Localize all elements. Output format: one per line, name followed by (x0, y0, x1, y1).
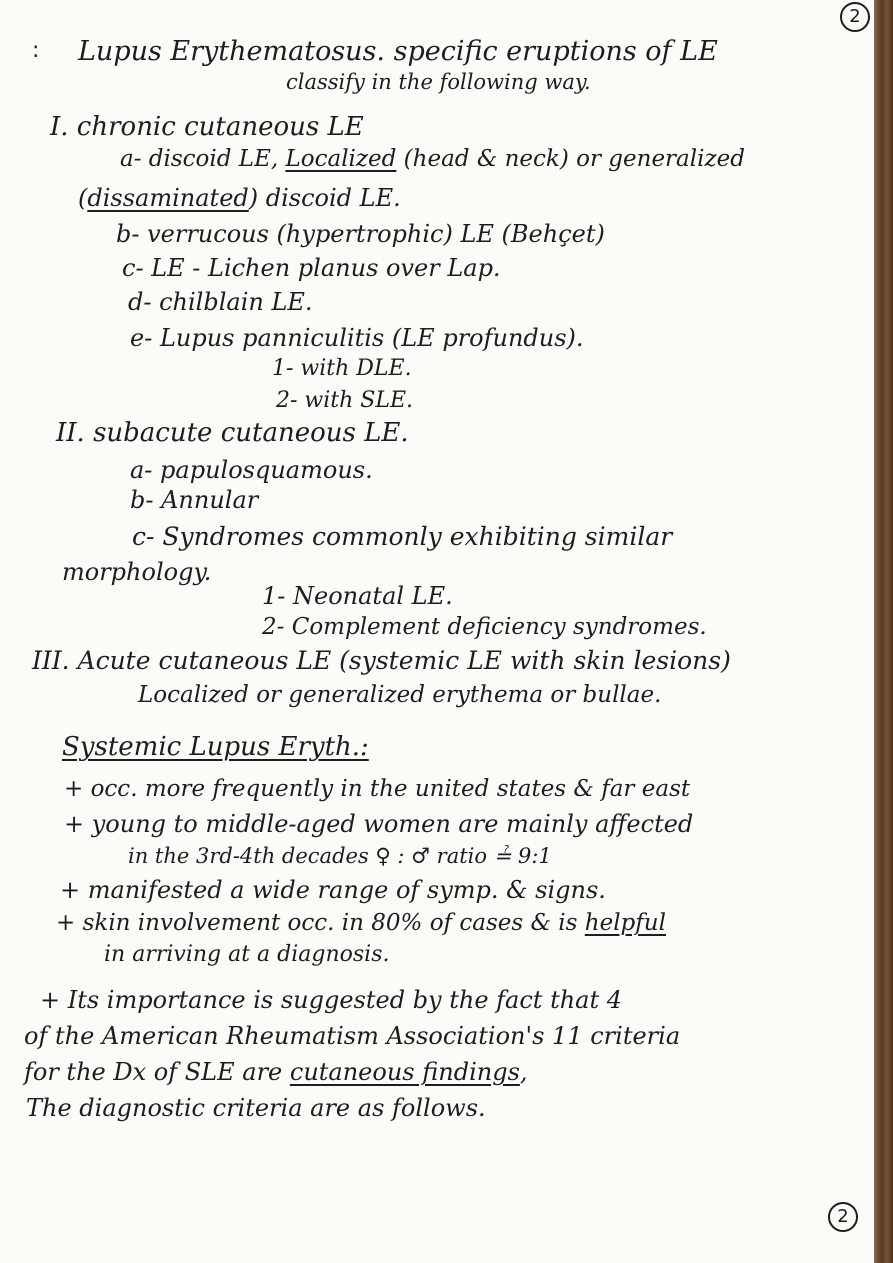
page-number-bottom: 2 (828, 1202, 858, 1232)
sle-point-2: + young to middle-aged women are mainly affected (64, 810, 694, 838)
section-2-item-b: b- Annular (130, 486, 259, 514)
section-3-heading: III. Acute cutaneous LE (systemic LE with skin lesions) (32, 646, 731, 675)
section-2-item-c-cont: morphology. (62, 558, 212, 586)
title-line-2: classify in the following way. (286, 70, 591, 94)
section-1-item-b: b- verrucous (hypertrophic) LE (Behçet) (116, 220, 605, 248)
title-line-1: Lupus Erythematosus. specific eruptions of LE (78, 36, 718, 67)
section-3-detail: Localized or generalized erythema or bullae. (138, 682, 662, 708)
page-number-top: 2 (840, 2, 870, 32)
margin-mark: : (32, 38, 40, 63)
section-1-item-a-cont: (dissaminated) discoid LE. (78, 184, 401, 212)
sle-point-5-cont-2: for the Dx of SLE are cutaneous findings, (24, 1058, 528, 1086)
section-2-heading: II. subacute cutaneous LE. (56, 418, 409, 448)
sle-point-1: + occ. more frequently in the united states & far east (64, 776, 691, 802)
section-2-item-c2: 2- Complement deficiency syndromes. (262, 614, 707, 640)
section-1-item-e2: 2- with SLE. (276, 388, 414, 413)
sle-point-5-cont-1: of the American Rheumatism Association's 11 criteria (24, 1022, 681, 1050)
sle-point-4-cont: in arriving at a diagnosis. (104, 942, 390, 967)
section-2-item-c: c- Syndromes commonly exhibiting similar (132, 522, 673, 551)
sle-point-4: + skin involvement occ. in 80% of cases & is helpful (56, 910, 666, 936)
section-2-item-a: a- papulosquamous. (130, 456, 373, 484)
sle-point-2-cont: in the 3rd-4th decades ♀ : ♂ ratio ≟ 9:1 (128, 844, 552, 868)
section-1-heading: I. chronic cutaneous LE (50, 112, 364, 142)
page-edge-background (874, 0, 893, 1263)
section-1-item-e1: 1- with DLE. (272, 356, 412, 381)
section-1-item-e: e- Lupus panniculitis (LE profundus). (130, 324, 584, 352)
sle-point-5: + Its importance is suggested by the fact that 4 (40, 986, 623, 1014)
section-1-item-d: d- chilblain LE. (128, 288, 313, 316)
section-1-item-a: a- discoid LE, Localized (head & neck) or generalized (120, 146, 745, 172)
sle-heading: Systemic Lupus Eryth.: (62, 732, 369, 762)
section-1-item-c: c- LE - Lichen planus over Lap. (122, 254, 501, 282)
sle-point-3: + manifested a wide range of symp. & signs. (60, 876, 606, 904)
sle-point-5-cont-3: The diagnostic criteria are as follows. (26, 1094, 486, 1122)
section-2-item-c1: 1- Neonatal LE. (262, 582, 453, 610)
